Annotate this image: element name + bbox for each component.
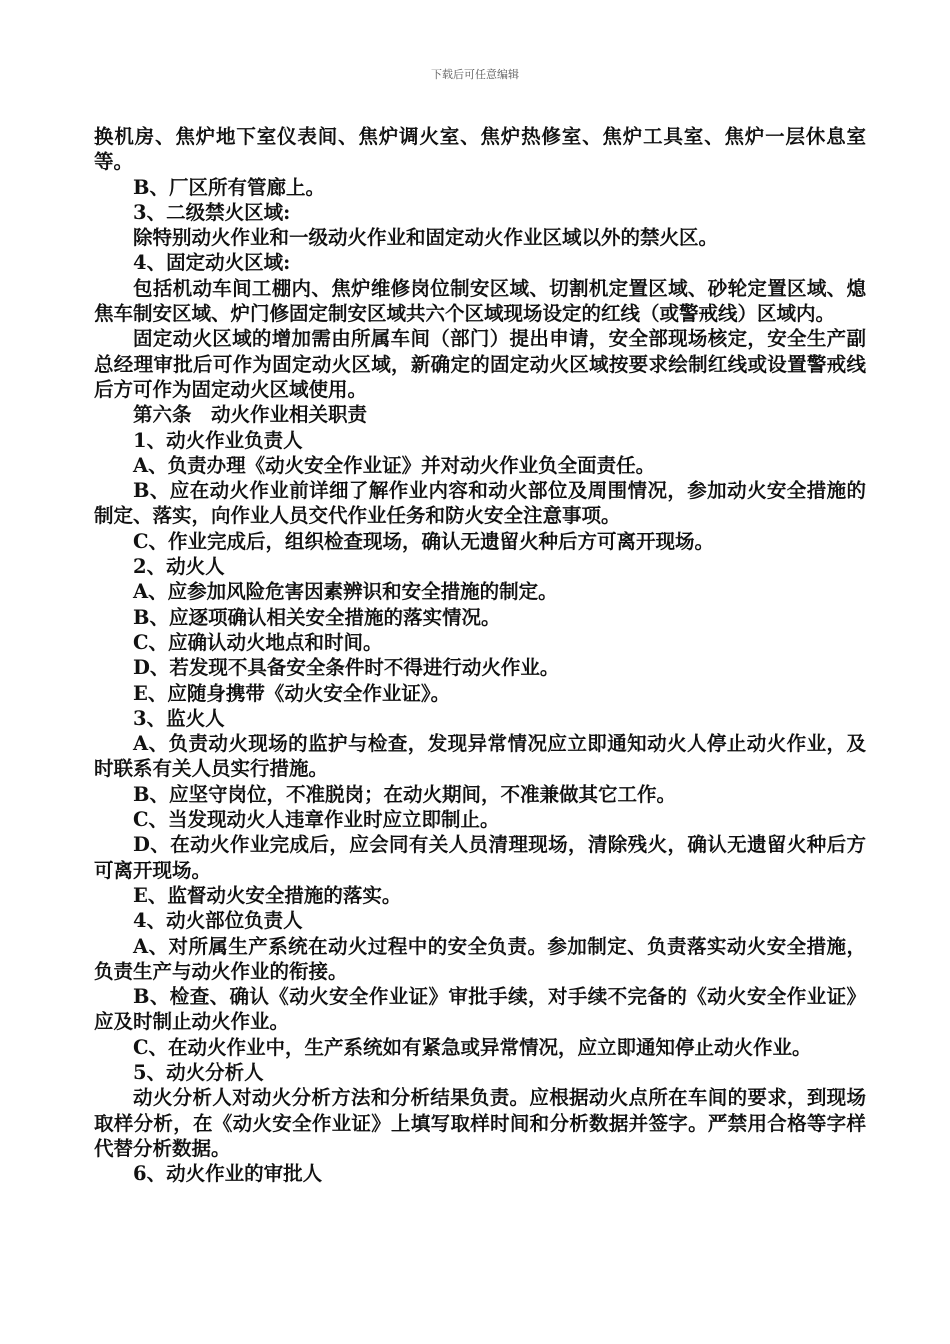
section-heading: 3、二级禁火区域: bbox=[133, 200, 291, 224]
section-heading: 1、动火作业负责人 bbox=[133, 428, 303, 452]
section-heading: 2、动火人 bbox=[133, 555, 225, 579]
section-heading: 3、监火人 bbox=[133, 706, 225, 730]
paragraph: E、应随身携带《动火安全作业证》。 bbox=[133, 681, 451, 705]
paragraph: A、负责动火现场的监护与检查，发现异常情况应立即通知动火人停止动火作业，及时联系有关人员实行措施。 bbox=[94, 732, 866, 781]
paragraph: B、检查、确认《动火安全作业证》审批手续，对手续不完备的《动火安全作业证》应及时制止动火作业。 bbox=[94, 985, 866, 1034]
paragraph: B、应坚守岗位，不准脱岗；在动火期间，不准兼做其它工作。 bbox=[133, 782, 676, 806]
paragraph: A、负责办理《动火安全作业证》并对动火作业负全面责任。 bbox=[133, 453, 656, 477]
paragraph: E、监督动火安全措施的落实。 bbox=[133, 883, 402, 907]
paragraph: C、作业完成后，组织检查现场，确认无遗留火种后方可离开现场。 bbox=[133, 529, 715, 553]
paragraph: 动火分析人对动火分析方法和分析结果负责。应根据动火点所在车间的要求，到现场取样分析，在《动火安全作业证》上填写取样时间和分析数据并签字。严禁用合格等字样代替分析数据。 bbox=[94, 1086, 866, 1160]
document-body bbox=[94, 124, 866, 1186]
paragraph: B、应逐项确认相关安全措施的落实情况。 bbox=[133, 605, 501, 629]
paragraph: D、若发现不具备安全条件时不得进行动火作业。 bbox=[133, 656, 560, 680]
paragraph: 包括机动车间工棚内、焦炉维修岗位制安区域、切割机定置区域、砂轮定置区域、熄焦车制安区域、炉门修固定制安区域共六个区域现场设定的红线（或警戒线）区域内。 bbox=[94, 276, 866, 326]
section-heading: 4、固定动火区域: bbox=[133, 251, 291, 275]
page-header: 下载后可任意编辑 bbox=[431, 68, 519, 81]
section-heading: 5、动火分析人 bbox=[133, 1060, 264, 1084]
section-heading: 6、动火作业的审批人 bbox=[133, 1162, 323, 1186]
paragraph: 固定动火区域的增加需由所属车间（部门）提出申请，安全部现场核定，安全生产副总经理审批后可作为固定动火区域，新确定的固定动火区域按要求绘制红线或设置警戒线后方可作为固定动火区域使用。 bbox=[94, 327, 866, 401]
paragraph: B、应在动火作业前详细了解作业内容和动火部位及周围情况，参加动火安全措施的制定、落实，向作业人员交代作业任务和防火安全注意事项。 bbox=[94, 479, 866, 528]
section-heading: 4、动火部位负责人 bbox=[133, 909, 303, 933]
paragraph: 换机房、焦炉地下室仪表间、焦炉调火室、焦炉热修室、焦炉工具室、焦炉一层休息室等。 bbox=[94, 125, 866, 174]
paragraph: C、应确认动火地点和时间。 bbox=[133, 630, 383, 654]
paragraph: B、厂区所有管廊上。 bbox=[133, 175, 325, 199]
paragraph: C、当发现动火人违章作业时应立即制止。 bbox=[133, 808, 500, 832]
paragraph: 除特别动火作业和一级动火作业和固定动火作业区域以外的禁火区。 bbox=[133, 226, 719, 250]
paragraph: D、在动火作业完成后，应会同有关人员清理现场，清除残火，确认无遗留火种后方可离开现场。 bbox=[94, 833, 866, 882]
paragraph: C、在动火作业中，生产系统如有紧急或异常情况，应立即通知停止动火作业。 bbox=[133, 1035, 812, 1059]
paragraph: A、应参加风险危害因素辨识和安全措施的制定。 bbox=[133, 580, 558, 604]
paragraph: A、对所属生产系统在动火过程中的安全负责。参加制定、负责落实动火安全措施，负责生产与动火作业的衔接。 bbox=[94, 934, 866, 983]
article-heading: 第六条 动火作业相关职责 bbox=[133, 403, 368, 427]
